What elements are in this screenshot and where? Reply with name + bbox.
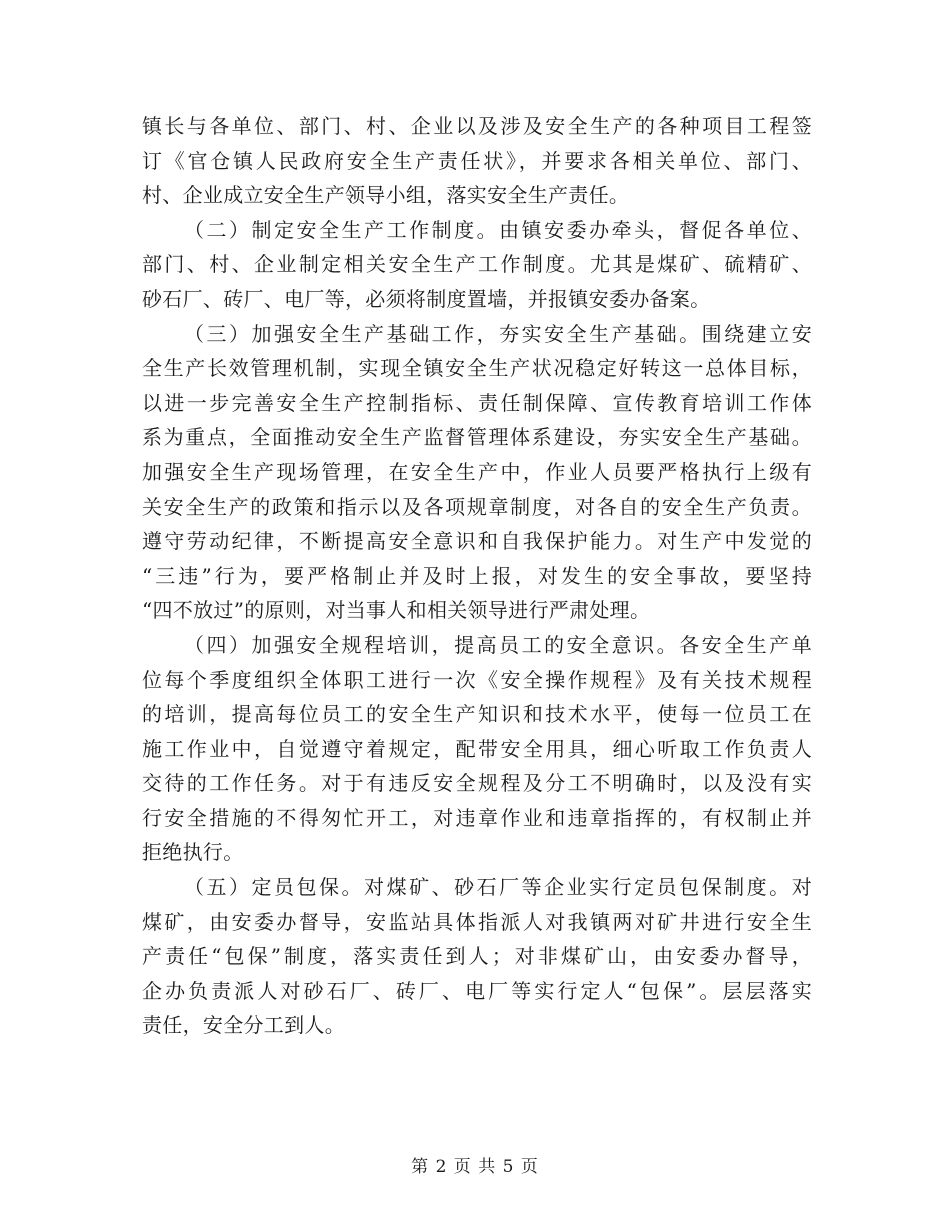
text-line: 交待的工作任务。对于有违反安全规程及分工不明确时，以及没有实 [142,771,812,796]
text-line: 全生产长效管理机制，实现全镇安全生产状况稳定好转这一总体目标， [142,356,812,381]
text-line: 产责任“包保”制度，落实责任到人；对非煤矿山，由安委办督导， [142,944,812,969]
text-line: （四）加强安全规程培训，提高员工的安全意识。各安全生产单 [184,632,812,657]
paragraph-section-2 [142,213,812,317]
text-line: 关安全生产的政策和指示以及各项规章制度，对各自的安全生产负责。 [142,494,812,519]
text-line: 遵守劳动纪律，不断提高安全意识和自我保护能力。对生产中发觉的 [142,529,812,554]
text-line: 订《官仓镇人民政府安全生产责任状》，并要求各相关单位、部门、 [142,148,812,173]
text-line: 拒绝执行。 [142,840,244,865]
text-line: 村、企业成立安全生产领导小组，落实安全生产责任。 [142,183,630,208]
text-line: 砂石厂、砖厂、电厂等，必须将制度置墙，并报镇安委办备案。 [142,286,711,311]
text-line: “三违”行为，要严格制止并及时上报，对发生的安全事故，要坚持 [142,563,812,588]
text-line: （五）定员包保。对煤矿、砂石厂等企业实行定员包保制度。对 [184,875,812,900]
paragraph-section-4 [142,628,812,870]
text-line: 系为重点，全面推动安全生产监督管理体系建设，夯实安全生产基础。 [142,425,812,450]
text-line: “四不放过”的原则，对当事人和相关领导进行严肃处理。 [142,598,651,623]
text-line: （三）加强安全生产基础工作，夯实安全生产基础。围绕建立安 [184,321,812,346]
paragraph-section-3 [142,317,812,628]
text-line: 加强安全生产现场管理，在安全生产中，作业人员要严格执行上级有 [142,459,812,484]
document-body [142,109,812,1043]
text-line: 以进一步完善安全生产控制指标、责任制保障、宣传教育培训工作体 [142,390,812,415]
text-line: 施工作业中，自觉遵守着规定，配带安全用具，细心听取工作负责人 [142,736,812,761]
text-line: 部门、村、企业制定相关安全生产工作制度。尤其是煤矿、硫精矿、 [142,252,812,277]
page-number-footer: 第 2 页 共 5 页 [411,1157,539,1177]
text-line: 的培训，提高每位员工的安全生产知识和技术水平，使每一位员工在 [142,702,812,727]
text-line: 企办负责派人对砂石厂、砖厂、电厂等实行定人“包保”。层层落实 [142,978,812,1003]
text-line: 镇长与各单位、部门、村、企业以及涉及安全生产的各种项目工程签 [142,114,812,138]
text-line: 责任，安全分工到人。 [142,1013,345,1038]
paragraph-section-5 [142,870,812,1043]
text-line: 煤矿，由安委办督导，安监站具体指派人对我镇两对矿井进行安全生 [142,909,812,934]
text-line: （二）制定安全生产工作制度。由镇安委办牵头，督促各单位、 [184,217,812,242]
text-line: 位每个季度组织全体职工进行一次《安全操作规程》及有关技术规程 [142,667,812,692]
text-line: 行安全措施的不得匆忙开工，对违章作业和违章指挥的，有权制止并 [142,805,812,830]
paragraph-continued [142,109,812,213]
